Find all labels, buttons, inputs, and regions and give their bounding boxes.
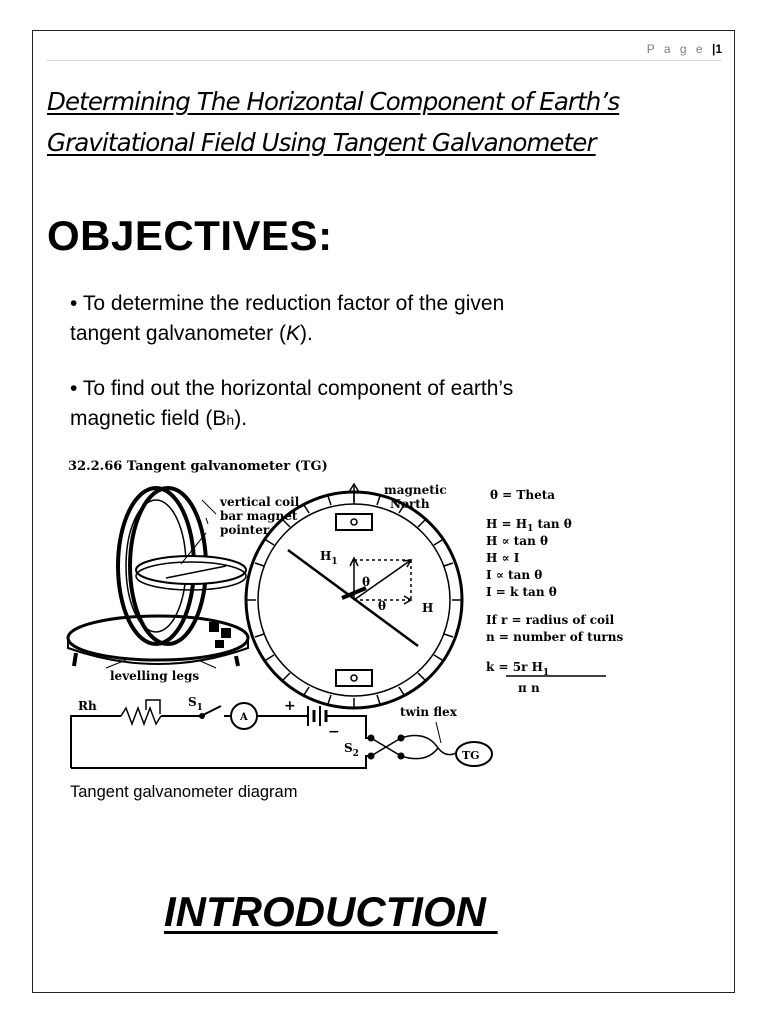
label-magnetic: magnetic: [384, 483, 447, 497]
label-rheostat: Rh: [78, 699, 97, 713]
tangent-galvanometer-diagram: [66, 448, 666, 778]
label-h: H: [422, 601, 434, 615]
label-s1: $S_1$: [188, 695, 203, 713]
k-formula-numerator: k = 5r $H_1$: [486, 660, 550, 678]
figure-heading: 32.2.66 Tangent galvanometer (TG): [68, 459, 328, 474]
label-plus: +: [284, 698, 296, 714]
condition-turns: n = number of turns: [486, 630, 624, 644]
objective-item-2: • To find out the horizontal component of earth’s magnetic field (Bh).: [70, 377, 514, 430]
condition-radius: If r = radius of coil: [486, 613, 615, 627]
introduction-heading: INTRODUCTION: [164, 888, 498, 935]
equation-2: H ∝ tan θ: [486, 534, 548, 548]
header-rule: [46, 60, 722, 61]
document-title: [47, 81, 737, 163]
label-north: North: [390, 497, 430, 511]
figure-caption: Tangent galvanometer diagram: [70, 783, 298, 801]
label-bar-magnet: bar magnet: [220, 509, 298, 523]
title-line-2: Gravitational Field Using Tangent Galvanometer: [47, 128, 596, 157]
label-pointer: pointer: [220, 523, 270, 537]
equation-4: I ∝ tan θ: [486, 568, 543, 582]
equation-1: $H = H_1$ tan θ: [486, 517, 572, 534]
objective-item-1: • To determine the reduction factor of the given tangent galvanometer (K).: [70, 292, 505, 345]
k-formula-denominator: π n: [518, 681, 540, 695]
objectives-heading: OBJECTIVES:: [47, 212, 333, 259]
label-theta-2: θ: [378, 599, 387, 613]
equation-5: I = k tan θ: [486, 585, 557, 599]
label-ammeter: A: [240, 712, 248, 723]
label-vertical-coil: vertical coil: [220, 495, 300, 509]
equation-3: H ∝ I: [486, 551, 520, 565]
label-theta-1: θ: [362, 575, 371, 589]
label-s2: $S_2$: [344, 741, 359, 759]
label-levelling-legs: levelling legs: [110, 669, 200, 683]
label-twin-flex: twin flex: [400, 705, 457, 719]
label-tg: TG: [462, 749, 480, 762]
equation-theta: θ = Theta: [490, 488, 556, 502]
page-number: P a g e |1: [646, 42, 722, 56]
title-line-1: Determining The Horizontal Component of Earth’s: [47, 87, 620, 116]
label-minus: −: [328, 724, 340, 740]
label-h1: $H_1$: [320, 549, 338, 567]
